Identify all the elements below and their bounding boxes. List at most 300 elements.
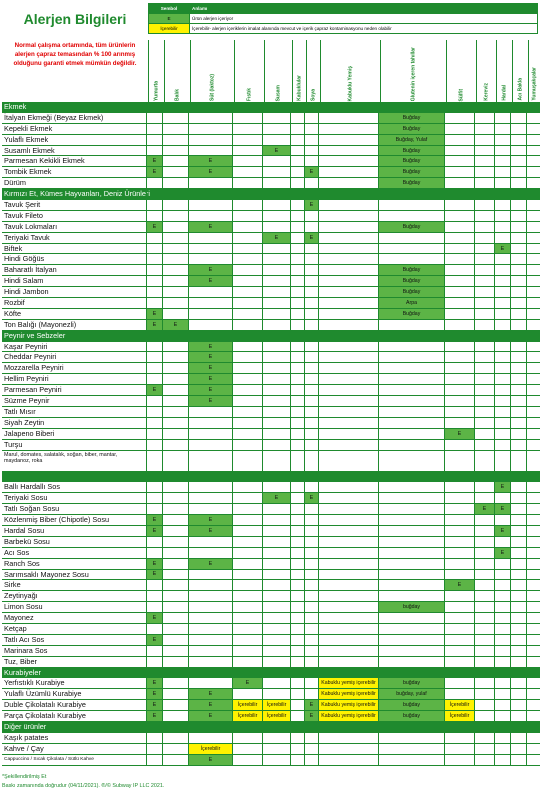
table-row <box>2 309 540 320</box>
allergen-cell <box>510 624 526 634</box>
allergen-cell <box>510 635 526 645</box>
allergen-cell <box>526 244 538 254</box>
allergen-cell <box>510 526 526 536</box>
allergen-cell <box>526 472 538 482</box>
allergen-cell <box>188 146 232 156</box>
allergen-cell: buğday <box>378 711 444 721</box>
column-header-label: Sülfit <box>458 88 465 101</box>
allergen-cell <box>474 233 494 243</box>
allergen-cell <box>510 591 526 601</box>
allergen-cell <box>510 189 526 199</box>
allergen-cell <box>494 722 510 732</box>
allergen-cell <box>262 548 290 558</box>
allergen-cell <box>378 559 444 569</box>
allergen-cell: Buğday <box>378 156 444 166</box>
allergen-cell <box>304 124 318 134</box>
allergen-cell <box>146 537 162 547</box>
allergen-cell <box>526 548 538 558</box>
allergen-cell <box>188 331 232 341</box>
allergen-cell <box>290 548 304 558</box>
allergen-cell <box>162 657 188 667</box>
allergen-cell <box>378 646 444 656</box>
allergen-cell <box>510 233 526 243</box>
allergen-cell <box>318 124 378 134</box>
allergen-cell <box>510 156 526 166</box>
allergen-cell: E <box>162 320 188 330</box>
allergen-cell: E <box>188 374 232 384</box>
column-header <box>292 40 307 103</box>
allergen-cell <box>146 472 162 482</box>
allergen-cell <box>318 548 378 558</box>
allergen-cell <box>526 722 538 732</box>
allergen-cell <box>444 722 474 732</box>
allergen-cell <box>474 396 494 406</box>
allergen-cell: Buğday <box>378 287 444 297</box>
allergen-cell <box>162 233 188 243</box>
allergen-cell <box>474 493 494 503</box>
allergen-cell <box>494 733 510 743</box>
allergen-cell: E <box>146 222 162 232</box>
allergen-cell <box>232 668 262 678</box>
column-header-label: Yumuşakçalar <box>531 67 538 101</box>
allergen-cell <box>474 700 494 710</box>
item-name: Cappuccino / Sıcak Çikolata / Sütlü Kahve <box>4 756 94 762</box>
allergen-cell <box>494 429 510 439</box>
allergen-cell <box>510 537 526 547</box>
allergen-cell: E <box>304 493 318 503</box>
allergen-cell: E <box>444 580 474 590</box>
allergen-cell <box>494 613 510 623</box>
allergen-cell: E <box>188 222 232 232</box>
allergen-cell <box>262 407 290 417</box>
allergen-cell: E <box>304 167 318 177</box>
allergen-cell <box>318 526 378 536</box>
allergen-cell <box>510 429 526 439</box>
allergen-cell <box>162 515 188 525</box>
allergen-cell <box>494 591 510 601</box>
allergen-cell <box>304 189 318 199</box>
allergen-cell <box>474 146 494 156</box>
allergen-cell <box>146 407 162 417</box>
column-header-label: Kabuklu Yemiş <box>347 65 354 101</box>
allergen-cell <box>378 548 444 558</box>
column-header <box>528 40 541 103</box>
allergen-cell <box>162 744 188 754</box>
allergen-cell: Kabuklu yemiş içerebilir <box>318 711 378 721</box>
allergen-cell <box>188 407 232 417</box>
allergen-cell <box>146 298 162 308</box>
allergen-cell <box>304 265 318 275</box>
item-name: Tavuk Lokmaları <box>4 221 58 231</box>
allergen-cell <box>188 602 232 612</box>
allergen-cell <box>188 668 232 678</box>
allergen-cell <box>162 624 188 634</box>
allergen-cell <box>262 309 290 319</box>
allergen-cell <box>318 418 378 428</box>
allergen-cell <box>188 722 232 732</box>
allergen-cell <box>232 493 262 503</box>
allergen-cell <box>188 298 232 308</box>
allergen-cell <box>526 167 538 177</box>
table-row <box>2 700 540 711</box>
column-header <box>190 40 235 103</box>
allergen-cell <box>510 657 526 667</box>
column-header <box>512 40 529 103</box>
allergen-cell <box>232 287 262 297</box>
allergen-cell: E <box>304 233 318 243</box>
allergen-cell <box>290 559 304 569</box>
allergen-cell <box>232 624 262 634</box>
allergen-cell <box>474 472 494 482</box>
allergen-cell <box>526 352 538 362</box>
allergen-cell <box>232 113 262 123</box>
allergen-cell <box>494 493 510 503</box>
allergen-cell <box>146 755 162 765</box>
allergen-cell <box>378 482 444 492</box>
allergen-cell <box>232 515 262 525</box>
allergen-cell <box>162 385 188 395</box>
legend-header-row <box>149 4 538 14</box>
column-header <box>380 40 447 103</box>
allergen-cell <box>494 515 510 525</box>
allergen-cell <box>510 309 526 319</box>
allergen-cell <box>146 733 162 743</box>
allergen-cell <box>510 244 526 254</box>
allergen-cell <box>262 363 290 373</box>
allergen-cell <box>474 689 494 699</box>
table-row <box>2 482 540 493</box>
allergen-cell <box>188 178 232 188</box>
allergen-cell <box>474 407 494 417</box>
allergen-cell <box>290 287 304 297</box>
allergen-cell <box>304 156 318 166</box>
allergen-cell <box>474 331 494 341</box>
allergen-cell <box>262 689 290 699</box>
allergen-cell <box>318 493 378 503</box>
allergen-cell <box>444 591 474 601</box>
allergen-cell <box>304 580 318 590</box>
allergen-cell <box>378 755 444 765</box>
allergen-cell <box>304 331 318 341</box>
allergen-cell <box>304 570 318 580</box>
allergen-cell <box>494 570 510 580</box>
item-name: Yulaflı Üzümlü Kurabiye <box>4 689 82 699</box>
allergen-cell <box>162 429 188 439</box>
allergen-cell <box>146 254 162 264</box>
allergen-cell <box>494 124 510 134</box>
allergen-cell <box>304 559 318 569</box>
allergen-cell <box>162 580 188 590</box>
allergen-cell: buğday <box>378 700 444 710</box>
allergen-cell <box>444 744 474 754</box>
table-row <box>2 493 540 504</box>
allergen-cell <box>232 167 262 177</box>
table-row <box>2 385 540 396</box>
allergen-cell <box>318 722 378 732</box>
allergen-cell <box>304 602 318 612</box>
allergen-cell <box>304 733 318 743</box>
allergen-cell <box>290 146 304 156</box>
allergen-cell <box>526 146 538 156</box>
allergen-cell <box>188 504 232 514</box>
allergen-cell <box>188 635 232 645</box>
allergen-cell <box>444 167 474 177</box>
allergen-cell <box>510 580 526 590</box>
allergen-cell <box>262 331 290 341</box>
allergen-cell <box>304 113 318 123</box>
allergen-cell <box>444 374 474 384</box>
table-row <box>2 276 540 287</box>
allergen-cell: Buğday <box>378 309 444 319</box>
allergen-cell <box>232 733 262 743</box>
allergen-cell <box>474 657 494 667</box>
allergen-cell <box>474 722 494 732</box>
allergen-cell <box>510 700 526 710</box>
allergen-cell <box>232 537 262 547</box>
allergen-cell: E <box>188 396 232 406</box>
allergen-cell <box>304 363 318 373</box>
allergen-cell <box>232 602 262 612</box>
allergen-cell <box>262 124 290 134</box>
item-name: Tatlı Mısır <box>4 406 36 416</box>
allergen-cell <box>304 135 318 145</box>
allergen-cell <box>526 135 538 145</box>
allergen-cell <box>474 276 494 286</box>
allergen-cell <box>378 200 444 210</box>
allergen-cell <box>494 211 510 221</box>
allergen-cell <box>232 200 262 210</box>
table-row <box>2 591 540 602</box>
allergen-cell <box>162 287 188 297</box>
column-header <box>164 40 191 103</box>
allergen-cell <box>304 418 318 428</box>
footnote-print-date: Baskı zamanında doğrudur (04/11/2021). ®/© Subway IP LLC 2021. <box>2 783 165 789</box>
allergen-cell <box>526 602 538 612</box>
allergen-cell <box>474 200 494 210</box>
allergen-cell <box>444 124 474 134</box>
item-name: Tavuk Şerit <box>4 200 41 210</box>
item-name: Sarımsaklı Mayonez Sosu <box>4 569 89 579</box>
allergen-cell <box>262 668 290 678</box>
allergen-cell <box>318 537 378 547</box>
allergen-cell <box>444 548 474 558</box>
allergen-cell <box>444 504 474 514</box>
allergen-cell <box>494 102 510 112</box>
allergen-cell <box>378 331 444 341</box>
item-name: Diğer ürünler <box>4 721 47 731</box>
allergen-cell <box>232 657 262 667</box>
allergen-cell <box>232 396 262 406</box>
allergen-cell <box>262 211 290 221</box>
allergen-cell: Buğday <box>378 124 444 134</box>
allergen-cell <box>444 493 474 503</box>
allergen-cell <box>494 298 510 308</box>
allergen-cell <box>188 309 232 319</box>
allergen-cell <box>378 580 444 590</box>
allergen-cell <box>232 418 262 428</box>
allergen-cell <box>262 472 290 482</box>
legend-table <box>148 3 538 34</box>
allergen-cell <box>526 657 538 667</box>
allergen-cell: E <box>304 200 318 210</box>
allergen-cell <box>494 352 510 362</box>
allergen-cell <box>318 244 378 254</box>
allergen-cell <box>494 254 510 264</box>
allergen-cell: İçerebilir <box>444 711 474 721</box>
allergen-cell <box>474 374 494 384</box>
column-header-label: Soya <box>310 89 317 101</box>
table-row <box>2 537 540 548</box>
allergen-cell <box>526 200 538 210</box>
allergen-cell <box>444 146 474 156</box>
cross-contact-warning: Normal çalışma ortamında, tüm ürünlerin alerjen çapraz temasından % 100 arınmış olduğunu garanti etmek mümkün değildir. <box>13 42 137 67</box>
allergen-cell <box>444 396 474 406</box>
allergen-cell <box>526 580 538 590</box>
allergen-cell <box>290 678 304 688</box>
allergen-cell <box>146 722 162 732</box>
allergen-cell: E <box>188 352 232 362</box>
allergen-cell <box>188 418 232 428</box>
allergen-cell <box>290 211 304 221</box>
allergen-cell: E <box>146 167 162 177</box>
allergen-cell <box>494 700 510 710</box>
allergen-cell <box>444 755 474 765</box>
allergen-cell <box>474 189 494 199</box>
allergen-cell <box>494 363 510 373</box>
allergen-cell <box>290 363 304 373</box>
allergen-cell <box>474 744 494 754</box>
allergen-cell <box>510 124 526 134</box>
allergen-cell <box>304 526 318 536</box>
allergen-cell <box>318 385 378 395</box>
legend-meaning-header: Anlamı <box>190 4 538 14</box>
item-name: Közlenmiş Biber (Chipotle) Sosu <box>4 515 110 525</box>
item-name: Kahve / Çay <box>4 743 44 753</box>
allergen-cell <box>474 244 494 254</box>
allergen-cell <box>304 429 318 439</box>
allergen-cell <box>262 733 290 743</box>
table-row <box>2 646 540 657</box>
allergen-cell <box>474 352 494 362</box>
item-name: Köfte <box>4 308 22 318</box>
allergen-cell <box>304 407 318 417</box>
allergen-cell <box>318 451 378 471</box>
allergen-cell <box>290 646 304 656</box>
allergen-cell <box>510 298 526 308</box>
allergen-cell <box>232 211 262 221</box>
allergen-cell <box>146 102 162 112</box>
allergen-cell <box>526 744 538 754</box>
allergen-cell <box>494 113 510 123</box>
allergen-cell <box>318 591 378 601</box>
allergen-cell <box>304 298 318 308</box>
allergen-cell <box>318 668 378 678</box>
allergen-cell <box>526 482 538 492</box>
table-row <box>2 298 540 309</box>
allergen-cell <box>146 440 162 450</box>
allergen-cell <box>526 287 538 297</box>
allergen-cell <box>474 526 494 536</box>
allergen-cell <box>494 689 510 699</box>
allergen-cell <box>162 418 188 428</box>
allergen-cell <box>526 374 538 384</box>
allergen-cell <box>510 668 526 678</box>
allergen-cell <box>262 678 290 688</box>
allergen-cell <box>474 678 494 688</box>
allergen-cell <box>526 189 538 199</box>
table-row <box>2 363 540 374</box>
allergen-cell <box>444 559 474 569</box>
allergen-cell <box>318 440 378 450</box>
allergen-cell <box>262 352 290 362</box>
allergen-cell <box>188 613 232 623</box>
allergen-cell <box>510 211 526 221</box>
allergen-cell <box>304 451 318 471</box>
allergen-cell <box>494 146 510 156</box>
allergen-cell <box>290 493 304 503</box>
allergen-cell <box>318 233 378 243</box>
table-row <box>2 711 540 722</box>
allergen-cell <box>510 440 526 450</box>
allergen-cell <box>304 320 318 330</box>
allergen-cell <box>290 135 304 145</box>
table-row <box>2 744 540 755</box>
allergen-cell <box>510 167 526 177</box>
allergen-cell: E <box>188 711 232 721</box>
allergen-cell <box>526 559 538 569</box>
section-header-row <box>2 668 540 679</box>
allergen-cell <box>304 146 318 156</box>
allergen-cell <box>146 200 162 210</box>
allergen-cell <box>304 309 318 319</box>
allergen-cell <box>474 178 494 188</box>
allergen-cell: buğday, yulaf <box>378 689 444 699</box>
allergen-cell <box>444 156 474 166</box>
table-row <box>2 559 540 570</box>
table-row <box>2 451 540 472</box>
allergen-cell: E <box>146 156 162 166</box>
table-row <box>2 374 540 385</box>
item-name: Marul, domates, salatalık, soğan, biber, mantar, maydanoz, roka <box>4 451 118 464</box>
allergen-cell <box>378 352 444 362</box>
allergen-cell <box>232 570 262 580</box>
table-row <box>2 254 540 265</box>
allergen-cell <box>162 451 188 471</box>
allergen-cell <box>232 482 262 492</box>
allergen-cell <box>290 515 304 525</box>
allergen-cell <box>474 320 494 330</box>
allergen-cell <box>494 744 510 754</box>
allergen-cell <box>262 613 290 623</box>
allergen-cell <box>318 559 378 569</box>
allergen-cell <box>444 352 474 362</box>
allergen-cell <box>304 244 318 254</box>
allergen-cell <box>290 418 304 428</box>
table-row <box>2 570 540 581</box>
allergen-cell <box>188 472 232 482</box>
allergen-cell <box>318 363 378 373</box>
allergen-cell <box>444 331 474 341</box>
allergen-cell <box>232 722 262 732</box>
allergen-cell <box>444 244 474 254</box>
allergen-cell <box>232 135 262 145</box>
allergen-cell <box>290 755 304 765</box>
item-name: Mayonez <box>4 613 34 623</box>
allergen-cell <box>494 189 510 199</box>
allergen-cell: E <box>146 689 162 699</box>
allergen-cell <box>262 591 290 601</box>
allergen-cell <box>444 135 474 145</box>
